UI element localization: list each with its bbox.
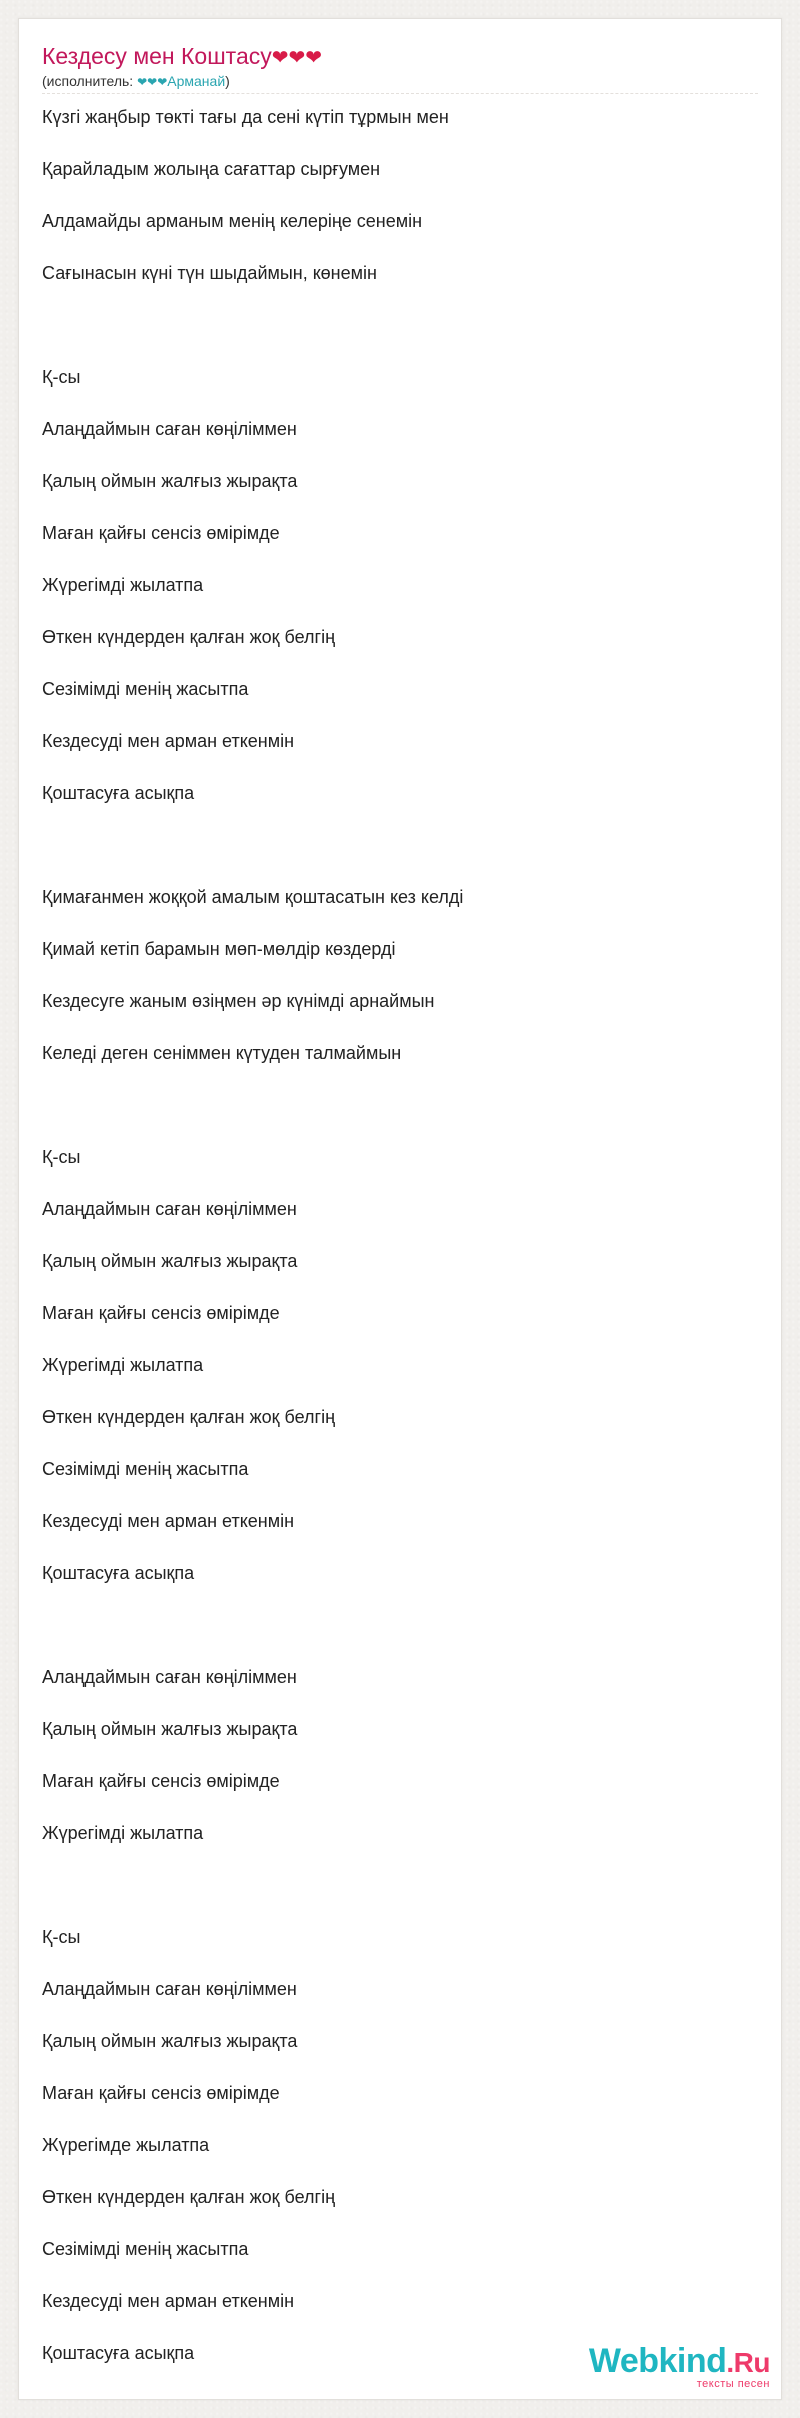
lyric-line: Жүрегімді жылатпа <box>42 575 204 595</box>
lyric-line: Өткен күндерден қалған жоқ белгің <box>42 627 336 647</box>
song-title <box>42 41 322 72</box>
logo-main-text: Webkind <box>588 2342 727 2380</box>
lyric-line: Жүрегімді жылатпа <box>42 1823 204 1843</box>
lyric-line: Қалың оймын жалғыз жырақта <box>42 2031 298 2051</box>
lyric-line: Сезімімді менің жасытпа <box>42 2239 249 2259</box>
logo-wordmark <box>589 2343 770 2381</box>
lyric-line: Қ-сы <box>42 367 81 387</box>
lyric-line: Маған қайғы сенсіз өмірімде <box>42 2083 280 2103</box>
artist-line <box>42 72 230 91</box>
lyric-line: Қоштасуға асықпа <box>42 1563 195 1583</box>
lyric-line: Сағынасын күні түн шыдаймын, көнемін <box>42 263 377 283</box>
lyric-line: Өткен күндерден қалған жоқ белгің <box>42 1407 336 1427</box>
lyric-line: Жүрегімде жылатпа <box>42 2135 210 2155</box>
lyric-line: Кездесуді мен арман еткенмін <box>42 1511 295 1531</box>
lyric-line: Маған қайғы сенсіз өмірімде <box>42 1771 280 1791</box>
heart-icons: ❤❤❤ <box>271 45 323 69</box>
lyric-line: Күзгі жаңбыр төкті тағы да сені күтіп тұрмын мен <box>42 107 449 127</box>
logo-tld: .Ru <box>726 2347 770 2378</box>
lyric-line: Сезімімді менің жасытпа <box>42 1459 249 1479</box>
webkind-logo[interactable] <box>589 2343 770 2390</box>
stanza-gap <box>42 1612 758 1664</box>
lyric-line: Кездесуге жаным өзіңмен әр күнімді арнаймын <box>42 991 435 1011</box>
lyric-line: Қоштасуға асықпа <box>42 2343 195 2363</box>
lyric-line: Алаңдаймын саған көңіліммен <box>42 1667 297 1687</box>
lyric-line: Маған қайғы сенсіз өмірімде <box>42 523 280 543</box>
lyric-line: Алаңдаймын саған көңіліммен <box>42 1199 297 1219</box>
lyric-line: Қалың оймын жалғыз жырақта <box>42 1719 298 1739</box>
artist-heart-icons: ❤❤❤ <box>137 75 168 89</box>
lyric-line: Қ-сы <box>42 1147 81 1167</box>
lyric-line: Қоштасуға асықпа <box>42 783 195 803</box>
song-title-text: Кездесу мен Коштасу <box>42 43 272 69</box>
lyric-line: Қ-сы <box>42 1927 81 1947</box>
stanza-gap <box>42 1872 758 1924</box>
lyric-line: Кездесуді мен арман еткенмін <box>42 731 295 751</box>
lyric-line: Қимағанмен жоққой амалым қоштасатын кез келді <box>42 887 464 907</box>
artist-prefix: (исполнитель: <box>42 73 138 89</box>
artist-suffix: ) <box>225 73 230 89</box>
lyric-line: Қалың оймын жалғыз жырақта <box>42 1251 298 1271</box>
lyric-line: Қалың оймын жалғыз жырақта <box>42 471 298 491</box>
lyric-line: Алаңдаймын саған көңіліммен <box>42 1979 297 1999</box>
lyric-line: Алдамайды арманым менің келеріңе сенемін <box>42 211 423 231</box>
stanza-gap <box>42 312 758 364</box>
artist-name: Арманай <box>167 73 226 89</box>
artist-link[interactable] <box>137 73 225 89</box>
lyric-line: Қарайладым жолыңа сағаттар сырғумен <box>42 159 381 179</box>
lyric-line: Маған қайғы сенсіз өмірімде <box>42 1303 280 1323</box>
lyric-line: Сезімімді менің жасытпа <box>42 679 249 699</box>
header-divider <box>42 93 758 94</box>
lyric-line: Жүрегімді жылатпа <box>42 1355 204 1375</box>
lyric-line: Қимай кетіп барамын мөп-мөлдір көздерді <box>42 939 396 959</box>
lyrics-body <box>42 104 758 2392</box>
lyric-line: Алаңдаймын саған көңіліммен <box>42 419 297 439</box>
lyric-line: Өткен күндерден қалған жоқ белгің <box>42 2187 336 2207</box>
lyric-line: Келеді деген сеніммен күтуден талмаймын <box>42 1043 402 1063</box>
stanza-gap <box>42 1092 758 1144</box>
lyric-line: Кездесуді мен арман еткенмін <box>42 2291 295 2311</box>
stanza-gap <box>42 832 758 884</box>
logo-tagline: тексты песен <box>696 2378 770 2390</box>
